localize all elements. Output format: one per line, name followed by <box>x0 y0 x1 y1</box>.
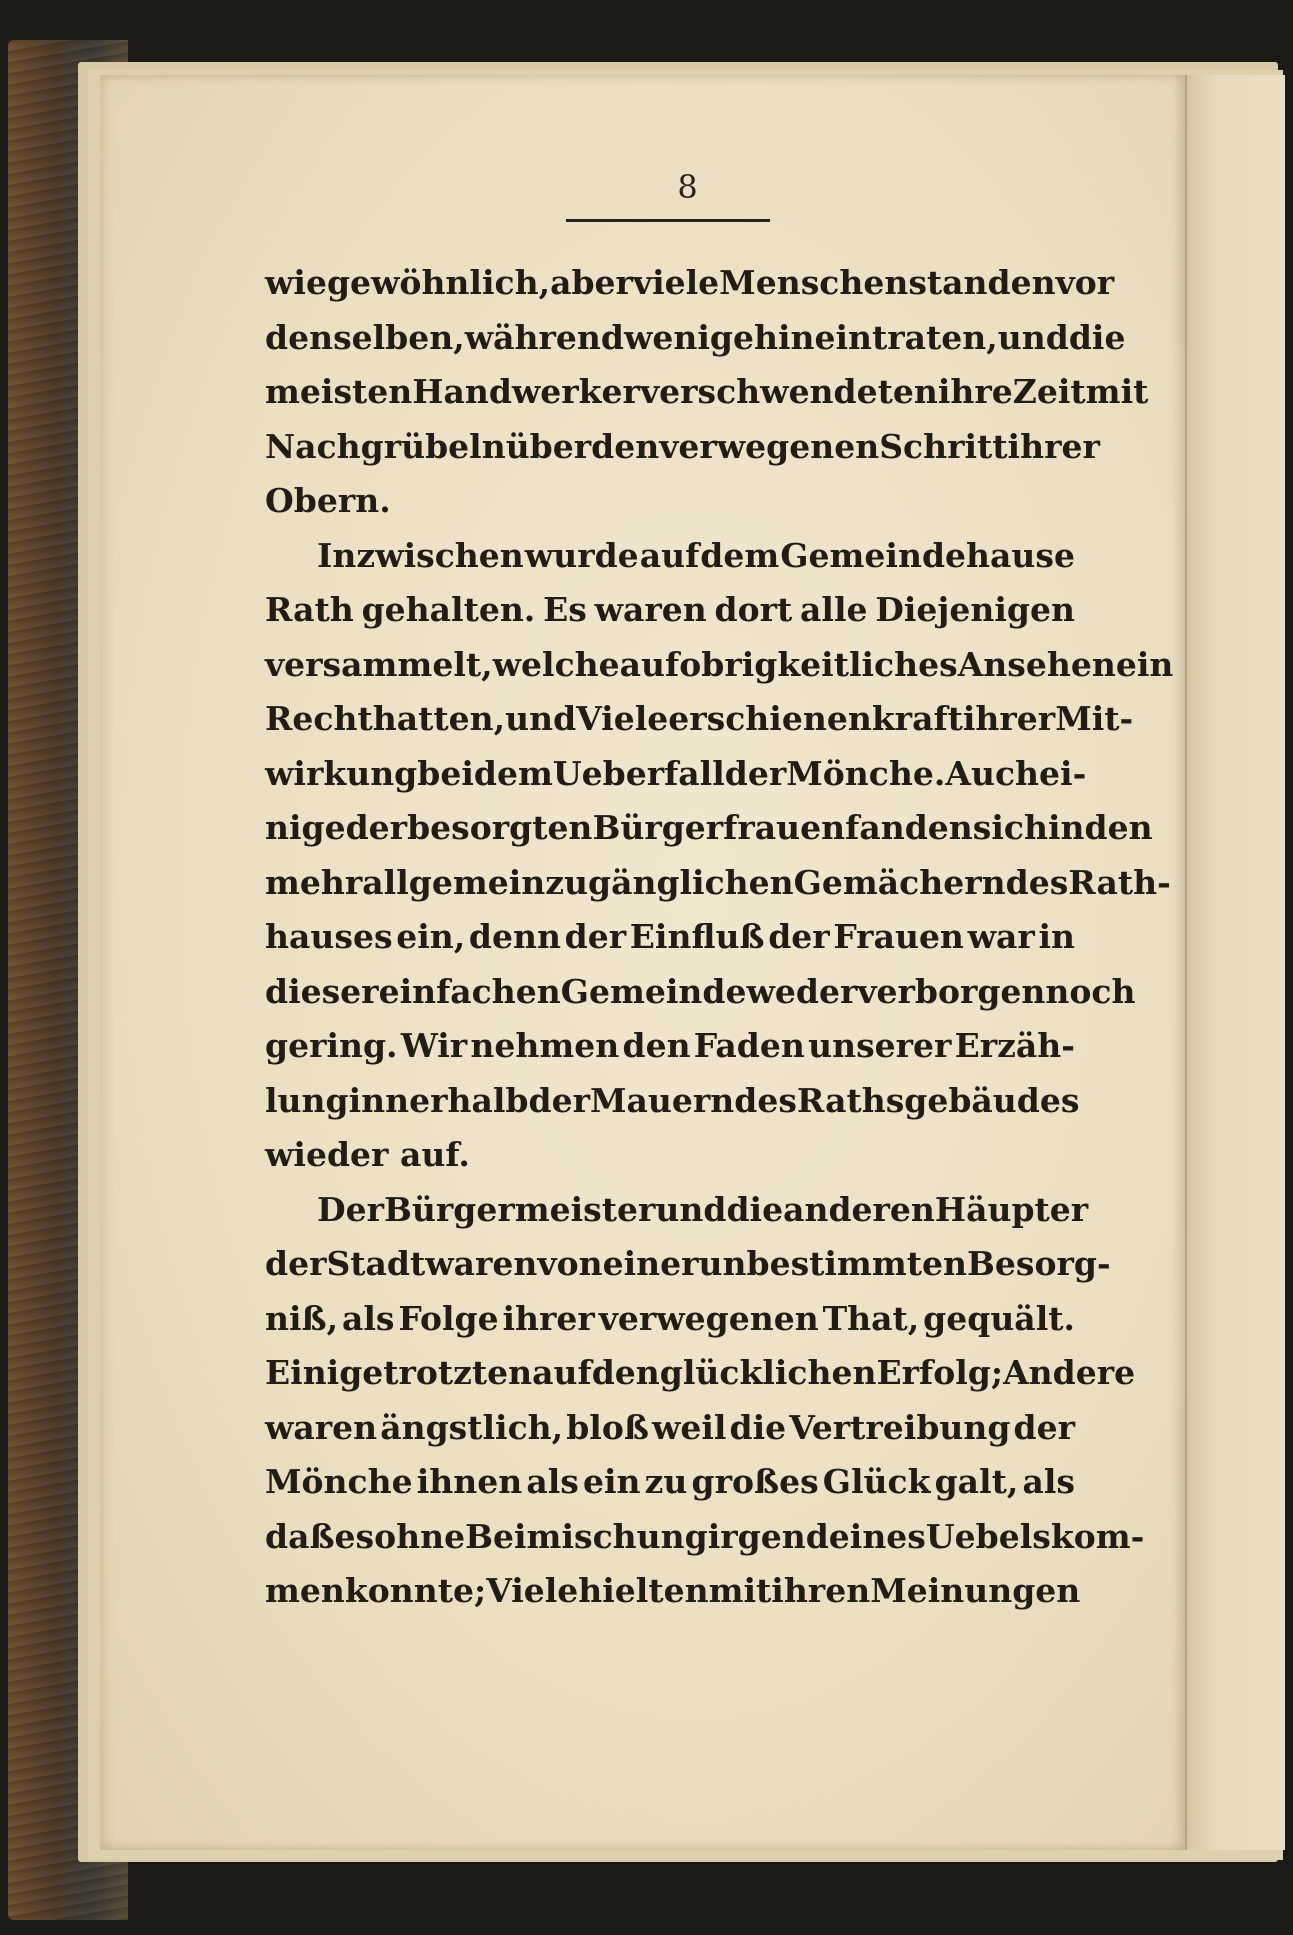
header-rule <box>566 219 770 222</box>
word: innerhalb <box>348 1080 529 1120</box>
word: des <box>734 1080 797 1120</box>
word: besorgten <box>407 808 593 847</box>
word: Besorg- <box>967 1244 1111 1283</box>
word: Viele <box>576 699 669 738</box>
word: Gemeinde <box>560 971 747 1011</box>
word: ängstlich, <box>380 1407 564 1447</box>
word: verborgen <box>857 971 1046 1011</box>
word: meisten <box>265 372 413 411</box>
word: Gemeindehause <box>780 535 1075 575</box>
word: Ueberfall <box>552 753 725 793</box>
word: den <box>622 1026 691 1065</box>
word: mit <box>1085 372 1149 411</box>
word: galt, <box>934 1462 1019 1501</box>
word: verwegenen <box>598 1298 819 1338</box>
word: Mit- <box>1055 699 1134 738</box>
word: die <box>1068 317 1126 357</box>
word: vor <box>1055 263 1115 302</box>
word: den <box>591 426 660 466</box>
word: Inzwischen <box>317 535 524 575</box>
word: einfachen <box>378 971 561 1011</box>
word: Bürgerfrauen <box>592 808 846 847</box>
word: kom- <box>1050 1516 1145 1556</box>
word: versammelt, <box>265 644 493 684</box>
word: Erzäh- <box>954 1026 1075 1065</box>
word: dem <box>473 753 553 793</box>
word: Frauen <box>833 917 964 956</box>
word: und <box>997 317 1069 357</box>
text-line <box>265 965 1136 1020</box>
word: Rathsgebäudes <box>796 1080 1080 1120</box>
page-number: 8 <box>677 168 698 206</box>
word: anderen <box>783 1189 935 1229</box>
word: Mauern <box>589 1080 735 1120</box>
word: fanden <box>845 808 973 847</box>
text-line <box>265 1455 1075 1510</box>
word: Auch <box>945 753 1040 793</box>
word: des <box>1005 862 1069 902</box>
word: wie <box>265 263 327 302</box>
word: gehalten. <box>361 590 536 629</box>
word: Erfolg; <box>876 1353 1004 1392</box>
word: Beimischung <box>465 1516 708 1556</box>
word: Vertreibung <box>789 1407 1011 1447</box>
word: Stadt <box>326 1244 426 1283</box>
text-line <box>265 1074 1080 1129</box>
word: und <box>505 699 577 738</box>
word: weder <box>746 971 858 1011</box>
text-line <box>265 692 1134 747</box>
word: daß <box>265 1516 335 1556</box>
word: denselben, <box>265 317 465 357</box>
text-line <box>265 1183 1089 1238</box>
word: sich <box>972 808 1048 847</box>
word: unserer <box>808 1026 952 1065</box>
word: in <box>1038 917 1075 956</box>
word: nehmen <box>470 1026 620 1065</box>
word: der <box>345 808 408 847</box>
word: trotzten <box>383 1353 533 1392</box>
facing-page <box>1185 75 1285 1850</box>
word: den <box>591 1353 660 1392</box>
word: waren <box>594 590 707 629</box>
text-line <box>265 910 1075 965</box>
word: standen <box>908 263 1056 302</box>
word: dieser <box>265 971 379 1011</box>
word: Faden <box>693 1026 805 1065</box>
word: Rath <box>265 590 354 629</box>
word: verwegenen <box>659 426 880 466</box>
word: war <box>967 917 1035 956</box>
word: der <box>564 917 627 956</box>
word: Häupter <box>934 1189 1089 1229</box>
word: konnte; <box>344 1571 487 1610</box>
word: Viele <box>486 1571 579 1610</box>
word: Rath- <box>1068 862 1171 902</box>
text-line <box>265 365 1149 420</box>
word: als <box>1022 1462 1075 1501</box>
word: Gemächern <box>793 862 1006 902</box>
text-line <box>265 747 1087 802</box>
word: auf <box>532 1353 592 1392</box>
word: Einfluß <box>629 917 765 956</box>
word: der <box>724 753 787 793</box>
word: hineintraten, <box>753 317 998 357</box>
word: ein, <box>396 917 466 956</box>
word: lung <box>265 1080 349 1120</box>
word: Uebels <box>925 1516 1051 1556</box>
word: ein <box>583 1462 641 1501</box>
word: und <box>655 1189 727 1229</box>
word: hatten, <box>372 699 506 738</box>
word: Diejenigen <box>875 590 1075 629</box>
word: zugänglichen <box>545 862 794 902</box>
word: Schritt <box>879 426 1008 466</box>
word: viele <box>632 263 720 302</box>
word: es <box>334 1516 375 1556</box>
word: Folge <box>398 1298 499 1338</box>
word: erschienen <box>668 699 872 738</box>
word: mit <box>708 1571 772 1610</box>
word: niß, <box>265 1298 339 1338</box>
word: obrigkeitliches <box>679 644 958 684</box>
text-line <box>265 311 1126 366</box>
word: Zeit <box>1012 372 1086 411</box>
word: Bürgermeister <box>384 1189 656 1229</box>
word: wurde <box>524 535 639 575</box>
word: eines <box>828 1516 926 1556</box>
word: über <box>505 426 592 466</box>
word: nige <box>265 808 346 847</box>
word: ohne <box>374 1516 466 1556</box>
word: denn <box>468 917 561 956</box>
word: glücklichen <box>659 1353 877 1392</box>
text-line <box>265 1019 1075 1074</box>
word: That, <box>822 1298 920 1338</box>
text-line <box>265 1292 1075 1347</box>
word: gewöhnlich, <box>326 263 551 302</box>
text-line <box>265 801 1153 856</box>
word: den <box>1084 808 1153 847</box>
word: welche <box>492 644 620 684</box>
word: als <box>526 1462 579 1501</box>
text-line <box>265 1237 1111 1292</box>
word: Recht <box>265 699 373 738</box>
text-line <box>265 1510 1145 1565</box>
word: verschwendeten <box>639 372 938 411</box>
word: Andere <box>1003 1353 1136 1392</box>
text-line <box>265 1346 1136 1401</box>
text-line <box>265 474 1075 529</box>
word: hauses <box>265 917 393 956</box>
word: ihnen <box>416 1462 523 1501</box>
text-line <box>265 1564 1081 1619</box>
word: Handwerker <box>412 372 640 411</box>
word: ihren <box>771 1571 871 1610</box>
word: Es <box>543 590 587 629</box>
word: unbestimmten <box>698 1244 967 1283</box>
word: gequält. <box>923 1298 1075 1338</box>
word: mehr <box>265 862 363 902</box>
word: Glück <box>822 1462 931 1501</box>
word: der <box>1013 1407 1075 1447</box>
text-line <box>265 420 1100 475</box>
text-line <box>265 1128 1075 1183</box>
word: dort <box>714 590 793 629</box>
word: wenige <box>623 317 754 357</box>
word: als <box>341 1298 395 1338</box>
word: auf <box>639 535 700 575</box>
text-line <box>265 1401 1075 1456</box>
word: alle <box>800 590 868 629</box>
word: von <box>537 1244 603 1283</box>
word: bei <box>417 753 474 793</box>
word: noch <box>1045 971 1136 1011</box>
word: ihrer <box>502 1298 595 1338</box>
word: allgemein <box>362 862 546 902</box>
word: Der <box>317 1189 384 1229</box>
word: Mönche. <box>786 753 946 793</box>
word: Nachgrübeln <box>265 426 506 466</box>
word: die <box>729 1407 787 1447</box>
word: irgend <box>707 1516 829 1556</box>
text-line <box>265 638 1174 693</box>
word: Ansehen <box>957 644 1116 684</box>
word: die <box>726 1189 784 1229</box>
word: ihrer <box>962 699 1056 738</box>
word: Mönche <box>265 1462 413 1501</box>
text-line <box>265 583 1075 638</box>
text-line <box>265 856 1171 911</box>
word: dem <box>700 535 780 575</box>
word: gering. <box>265 1026 398 1065</box>
word: Menschen <box>719 263 909 302</box>
word: der <box>528 1080 590 1120</box>
word: großes <box>691 1462 819 1501</box>
word: ein <box>1115 644 1174 684</box>
word: während <box>464 317 624 357</box>
text-line <box>265 529 1075 584</box>
word: bloß <box>566 1407 649 1447</box>
word: waren <box>265 1407 378 1447</box>
word: der <box>265 1244 327 1283</box>
word: aber <box>550 263 633 302</box>
word: wieder <box>265 1135 389 1174</box>
body-text <box>265 256 1174 1619</box>
word: hielten <box>578 1571 709 1610</box>
word: kraft <box>871 699 963 738</box>
word: ei- <box>1039 753 1087 793</box>
word: men <box>265 1571 345 1610</box>
word: einer <box>602 1244 699 1283</box>
word: ihrer <box>1007 426 1100 466</box>
word: der <box>768 917 830 956</box>
word: in <box>1047 808 1085 847</box>
word: Meinungen <box>870 1571 1081 1610</box>
word: ihre <box>937 372 1013 411</box>
word: Wir <box>400 1026 468 1065</box>
word: waren <box>425 1244 538 1283</box>
word: wirkung <box>265 753 418 793</box>
word: auf <box>619 644 680 684</box>
text-line <box>265 256 1115 311</box>
word: zu <box>644 1462 688 1501</box>
word: auf. <box>399 1135 470 1174</box>
word: weil <box>651 1407 727 1447</box>
word: Obern. <box>265 481 391 520</box>
word: Einige <box>265 1353 384 1392</box>
